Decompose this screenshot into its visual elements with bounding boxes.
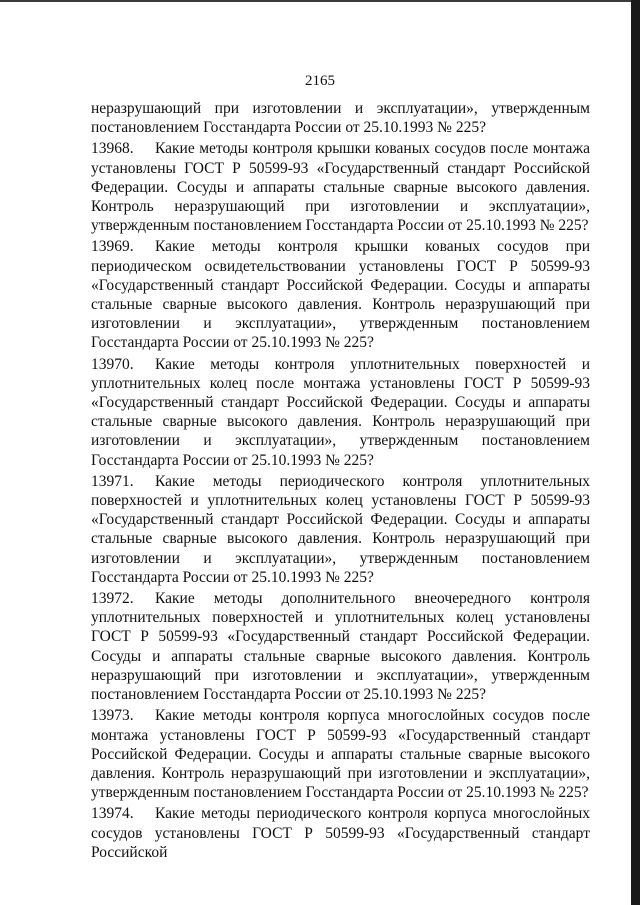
question-number: 13972. (91, 590, 134, 608)
question-text: Какие методы дополнительного внеочередного контроля уплотнительных поверхностей и уплотнительных колец установлены ГОСТ Р 50599-93 «Государственный стандарт Российской Федерации. Сосуды и аппараты стальные сварные высокого давления. Контроль неразрушающий при изготовлении и эксплуатации», утвержденным постановлением Госстандарта России от 25.10.1993 № 225? (91, 590, 590, 704)
question-item (91, 589, 590, 704)
continuation-paragraph: неразрушающий при изготовлении и эксплуатации», утвержденным постановлением Госстандарта России от 25.10.1993 № 225? (91, 100, 590, 137)
question-number: 13969. (91, 238, 134, 256)
question-number: 13970. (91, 355, 134, 373)
question-item (91, 355, 590, 470)
question-text: Какие методы периодического контроля уплотнительных поверхностей и уплотнительных колец установлены ГОСТ Р 50599-93 «Государственный стандарт Российской Федерации. Сосуды и аппараты стальные сварные высокого давления. Контроль неразрушающий при изготовлении и эксплуатации», утвержденным постановлением Госстандарта России от 25.10.1993 № 225? (91, 472, 590, 586)
question-item (91, 804, 590, 862)
question-text: Какие методы контроля крышки кованых сосудов при периодическом освидетельствовании установлены ГОСТ Р 50599-93 «Государственный стандарт Российской Федерации. Сосуды и аппараты стальные сварные высокого давления. Контроль неразрушающий при изготовлении и эксплуатации», утвержденным постановлением Госстандарта России от 25.10.1993 № 225? (91, 238, 590, 352)
question-item (91, 139, 590, 235)
question-number: 13971. (91, 472, 134, 490)
question-item (91, 472, 590, 587)
question-number: 13968. (91, 140, 134, 158)
document-body (91, 99, 590, 864)
question-item (91, 237, 590, 352)
question-text: Какие методы контроля крышки кованых сосудов после монтажа установлены ГОСТ Р 50599-93 «Государственный стандарт Российской Федерации. Сосуды и аппараты стальные сварные высокого давления. Контроль неразрушающий при изготовлении и эксплуатации», утвержденным постановлением Госстандарта России от 25.10.1993 № 225? (91, 140, 590, 235)
page-number: 2165 (305, 73, 335, 89)
question-text: Какие методы контроля уплотнительных поверхностей и уплотнительных колец после монтажа установлены ГОСТ Р 50599-93 «Государственный стандарт Российской Федерации. Сосуды и аппараты стальные сварные высокого давления. Контроль неразрушающий при изготовлении и эксплуатации», утвержденным постановлением Госстандарта России от 25.10.1993 № 225? (91, 355, 590, 469)
question-text: Какие методы контроля корпуса многослойных сосудов после монтажа установлены ГОСТ Р 50599-93 «Государственный стандарт Российской Федерации. Сосуды и аппараты стальные сварные высокого давления. Контроль неразрушающий при изготовлении и эксплуатации», утвержденным постановлением Госстандарта России от 25.10.1993 № 225? (91, 707, 590, 802)
question-number: 13974. (91, 805, 134, 823)
question-number: 13973. (91, 707, 134, 725)
scan-top-edge (0, 0, 640, 2)
question-item (91, 706, 590, 802)
question-text: Какие методы периодического контроля корпуса многослойных сосудов установлены ГОСТ Р 50599-93 «Государственный стандарт Российской (91, 805, 590, 861)
scan-right-edge (631, 0, 640, 905)
